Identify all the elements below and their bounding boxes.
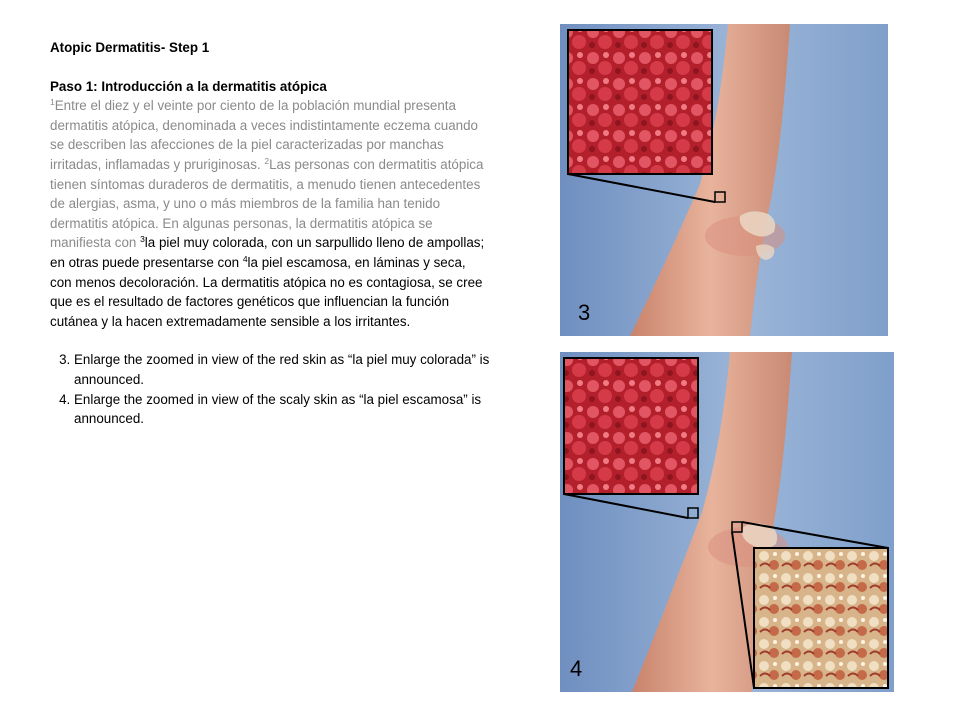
reference-1: 1	[50, 97, 55, 108]
paragraph-segment-3: la piel muy colorada, con un sarpullido lleno de ampollas; en otras puede presentarse con	[50, 235, 485, 270]
forearm-scaly-skin-illustration	[560, 352, 894, 692]
figure-3-label: 3	[578, 300, 591, 325]
text-column	[50, 38, 490, 429]
reference-3: 3	[140, 234, 145, 245]
document-title: Atopic Dermatitis- Step 1	[50, 40, 210, 55]
paragraph-segment-4: la piel escamosa, en láminas y seca, con menos decoloración. La dermatitis atópica no es contagiosa, se cree que es el resultado de factores genéticos que influencian la función cutánea y la hacen extremadamente sensible a los irritantes.	[50, 254, 483, 329]
figure-3	[560, 24, 888, 336]
forearm-red-skin-illustration	[560, 24, 888, 336]
document-subtitle: Paso 1: Introducción a la dermatitis atópica	[50, 78, 327, 94]
reference-2: 2	[264, 155, 270, 166]
figure-4-label: 4	[570, 656, 583, 681]
paragraph-segment-1: Entre el diez y el veinte por ciento de la población mundial presenta dermatitis atópica, denominada a veces indistintamente eczema cuando se describen las afecciones de la piel caracterizadas por manchas irritadas, inflamadas y pruriginosas.	[50, 98, 479, 172]
reference-4: 4	[242, 253, 248, 264]
figure-4	[560, 352, 894, 692]
paragraph-segment-2: Las personas con dermatitis atópica tienen síntomas duraderos de dermatitis, a menudo tienen antecedentes de alergias, asma, y uno o más miembros de la familia han tenido dermatitis atópica. En algunas personas, la dermatitis atópica se manifiesta con	[50, 156, 484, 251]
step-3: 3. Enlarge the zoomed in view of the red skin as “la piel muy colorada” is announced.	[74, 350, 490, 389]
step-4: 4. Enlarge the zoomed in view of the scaly skin as “la piel escamosa” is announced.	[74, 390, 490, 429]
body-paragraph	[50, 96, 490, 331]
steps-list	[50, 350, 490, 428]
